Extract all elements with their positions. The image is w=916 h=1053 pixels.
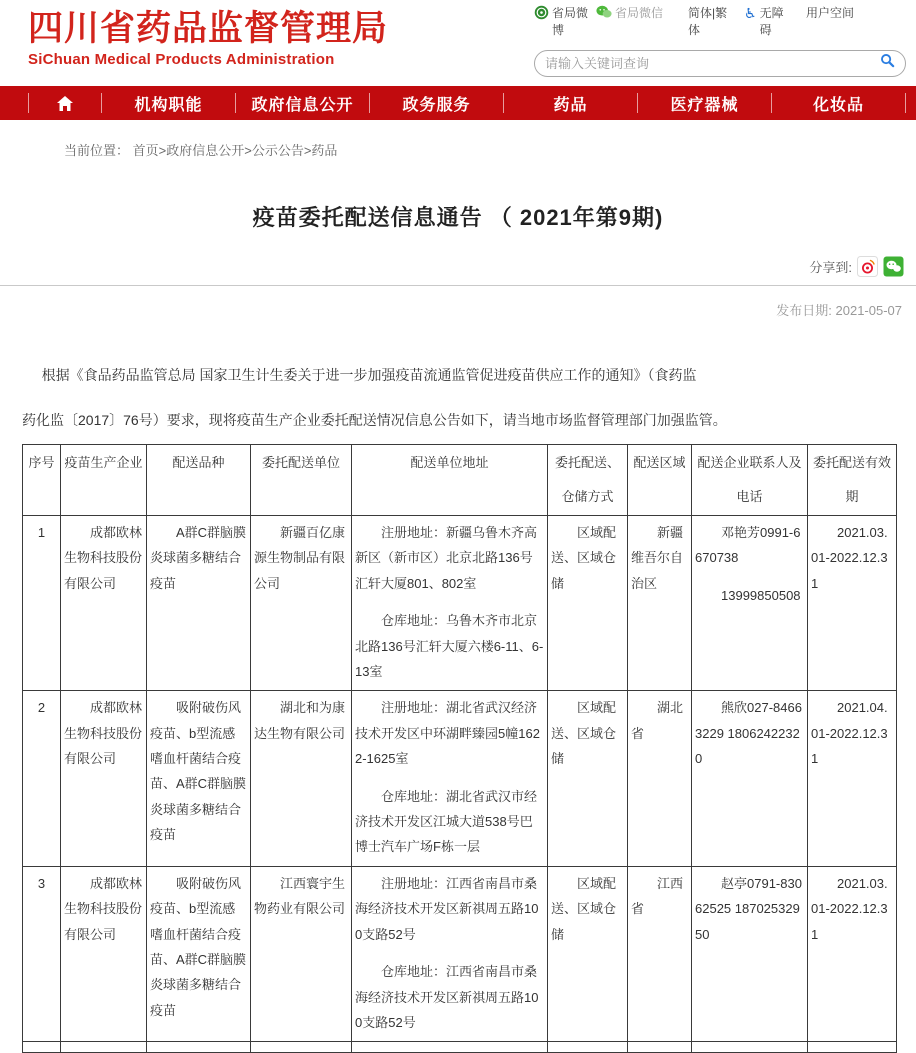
share-label: 分享到: [809,260,852,275]
weibo-share-icon[interactable] [857,256,878,277]
table-row [23,1042,897,1053]
cell-mode: 区域配送、区域仓储 [548,691,628,866]
breadcrumb-label: 当前位置： [64,143,130,158]
cell-products [147,1042,251,1053]
lang-toggle-label: 简体|繁体 [688,6,728,38]
column-header: 配送单位地址 [352,445,548,516]
main-nav [0,86,916,120]
cell-producer [61,1042,147,1053]
publish-date-value: 2021-05-07 [835,303,902,318]
site-subtitle: SiChuan Medical Products Administration [28,50,335,68]
search-box [534,50,906,77]
column-header: 疫苗生产企业 [61,445,147,516]
nav-item-zhengwufuwu[interactable]: 政务服务 [402,96,471,114]
column-header: 委托配送、仓储方式 [548,445,628,516]
weibo-icon [534,5,549,25]
cell-seq: 3 [23,866,61,1041]
site-logo[interactable] [28,10,388,68]
cell-producer: 成都欧林生物科技股份有限公司 [61,866,147,1041]
nav-item-yiliaoqixie[interactable]: 医疗器械 [670,96,739,114]
nav-separator [905,93,906,113]
nav-item-yaopin[interactable]: 药品 [553,96,588,114]
cell-region [628,1042,692,1053]
cell-producer: 成都欧林生物科技股份有限公司 [61,516,147,691]
weibo-link[interactable] [534,5,596,40]
cell-address [352,1042,548,1053]
search-input[interactable] [545,56,880,71]
cell-address: 注册地址：湖北省武汉经济技术开发区中环湖畔臻园5幢1622-1625室 仓库地址：湖北省武汉市经济技术开发区江城大道538号巴博士汽车广场F栋一层 [352,691,548,866]
cell-validity: 2021.04.01-2022.12.31 [808,691,897,866]
cell-seq: 2 [23,691,61,866]
user-space-label: 用户空间 [806,6,855,20]
search-icon[interactable] [880,53,895,73]
cell-contact [692,1042,808,1053]
accessibility-link-label: 无障碍 [759,6,784,38]
wechat-share-icon[interactable] [883,256,904,277]
cell-products: A群C群脑膜炎球菌多糖结合疫苗 [147,516,251,691]
wechat-link[interactable] [596,5,688,24]
cell-distributor: 湖北和为康达生物有限公司 [251,691,352,866]
column-header: 委托配送单位 [251,445,352,516]
cell-seq [23,1042,61,1053]
table-header-row [23,445,897,516]
cell-mode: 区域配送、区域仓储 [548,516,628,691]
home-icon [56,95,74,112]
breadcrumb-path[interactable]: 首页>政府信息公开>公示公告>药品 [132,143,338,158]
cell-address: 注册地址：江西省南昌市桑海经济技术开发区新祺周五路100支路52号 仓库地址：江西省南昌市桑海经济技术开发区新祺周五路100支路52号 [352,866,548,1041]
nav-item-jigou[interactable]: 机构职能 [134,96,203,114]
site-title: 四川省药品监督管理局 [28,9,389,48]
publish-date [0,300,902,319]
lang-toggle[interactable] [688,5,744,40]
nav-home[interactable] [29,86,101,120]
cell-distributor: 江西寰宇生物药业有限公司 [251,866,352,1041]
wechat-icon [596,5,612,24]
cell-products: 吸附破伤风疫苗、b型流感嗜血杆菌结合疫苗、A群C群脑膜炎球菌多糖结合疫苗 [147,691,251,866]
accessibility-link[interactable] [744,5,806,40]
breadcrumb [64,140,916,159]
column-header: 序号 [23,445,61,516]
cell-mode [548,1042,628,1053]
accessibility-icon: ♿ [744,5,757,21]
table-row [23,866,897,1041]
cell-seq: 1 [23,516,61,691]
cell-distributor [251,1042,352,1053]
cell-distributor: 新疆百亿康源生物制品有限公司 [251,516,352,691]
column-header: 委托配送有效期 [808,445,897,516]
wechat-link-label: 省局微信 [615,6,664,20]
title-divider [0,285,916,286]
column-header: 配送区域 [628,445,692,516]
cell-region: 湖北省 [628,691,692,866]
page-title: 疫苗委托配送信息通告 （ 2021年第9期) [252,205,664,230]
cell-mode: 区域配送、区域仓储 [548,866,628,1041]
user-space-link[interactable] [806,5,866,22]
header-right [534,5,906,77]
cell-region: 新疆维吾尔自治区 [628,516,692,691]
cell-contact: 赵亭0791-83062525 18702532950 [692,866,808,1041]
table-row [23,516,897,691]
intro-line: 根据《食品药品监管总局 国家卫生计生委关于进一步加强疫苗流通监管促进疫苗供应工作的通知》（食药监 [41,367,697,383]
nav-item-xinxigongkai[interactable]: 政府信息公开 [251,96,354,114]
weibo-link-label: 省局微博 [552,6,589,38]
cell-products: 吸附破伤风疫苗、b型流感嗜血杆菌结合疫苗、A群C群脑膜炎球菌多糖结合疫苗 [147,866,251,1041]
cell-contact: 熊欣027-84663229 18062422320 [692,691,808,866]
cell-validity: 2021.03.01-2022.12.31 [808,516,897,691]
nav-item-huazhuangpin[interactable]: 化妆品 [812,96,864,114]
vaccine-table [22,444,897,1053]
cell-producer: 成都欧林生物科技股份有限公司 [61,691,147,866]
cell-contact: 邓艳芳0991-6670738 13999850508 [692,516,808,691]
top-links [534,5,906,40]
column-header: 配送企业联系人及电话 [692,445,808,516]
cell-validity: 2021.03.01-2022.12.31 [808,866,897,1041]
table-row [23,691,897,866]
cell-region: 江西省 [628,866,692,1041]
share-row [0,256,904,277]
cell-address: 注册地址：新疆乌鲁木齐高新区（新市区）北京北路136号汇轩大厦801、802室 仓库地址：乌鲁木齐市北京北路136号汇轩大厦六楼6-11、6-13室 [352,516,548,691]
intro-paragraph [22,365,894,430]
site-header [0,0,916,86]
column-header: 配送品种 [147,445,251,516]
publish-date-label: 发布日期: [776,303,836,318]
intro-line: 药化监〔2017〕76号）要求，现将疫苗生产企业委托配送情况信息公告如下，请当地市场监督管理部门加强监管。 [22,412,727,428]
cell-validity [808,1042,897,1053]
